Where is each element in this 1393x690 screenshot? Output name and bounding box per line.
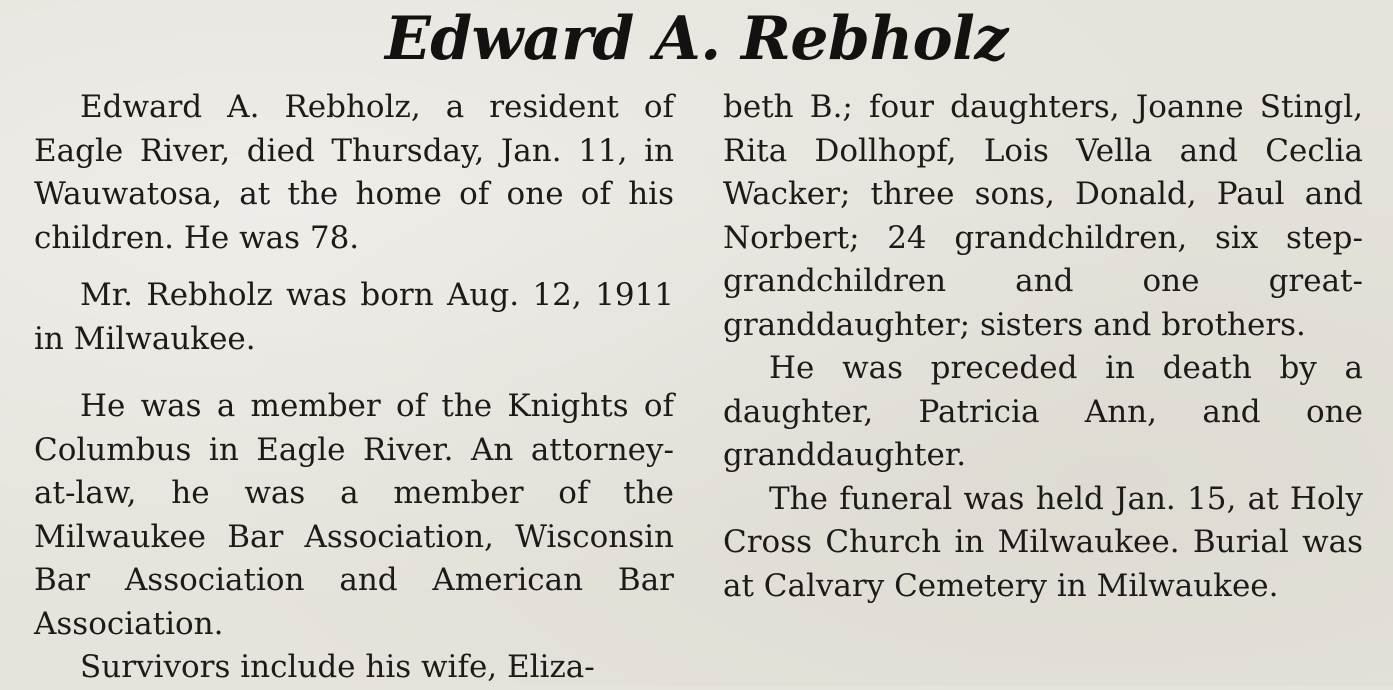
paragraph-death-notice: Edward A. Rebholz, a resident of Eagle River, died Thursday, Jan. 11, in Wauwatosa, at the home of one of his children. He was 78. <box>34 89 674 256</box>
paragraph-birth: Mr. Rebholz was born Aug. 12, 1911 in Milwaukee. <box>34 277 674 357</box>
left-column <box>34 86 674 690</box>
paragraph-preceded-in-death: He was preceded in death by a daughter, Patricia Ann, and one granddaughter. <box>723 350 1363 473</box>
paragraph-memberships: He was a member of the Knights of Columbus in Eagle River. An attorney-at-law, he was a member of the Milwaukee Bar Association, Wisconsin Bar Association and American Bar Association. <box>34 388 674 642</box>
right-column <box>723 86 1363 608</box>
paragraph-funeral: The funeral was held Jan. 15, at Holy Cross Church in Milwaukee. Burial was at Calvary Cemetery in Milwaukee. <box>723 480 1363 604</box>
paragraph-survivors-start: Survivors include his wife, Eliza- <box>80 649 595 685</box>
obituary-headline: Edward A. Rebholz <box>385 4 1008 74</box>
paragraph-survivors-continued: beth B.; four daughters, Joanne Stingl, Rita Dollhopf, Lois Vella and Ceclia Wacker; three sons, Donald, Paul and Norbert; 24 grandchildren, six step-grandchildren and one great-granddaughter; sisters and brothers. <box>723 89 1363 343</box>
